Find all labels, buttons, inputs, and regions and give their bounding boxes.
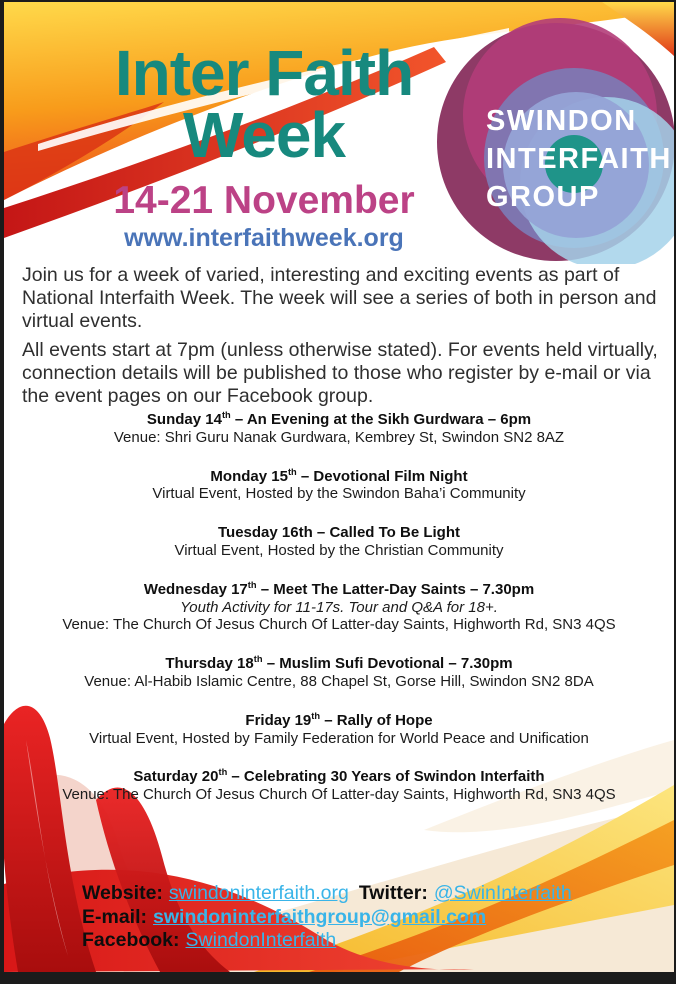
poster-dates: 14-21 November — [113, 179, 415, 222]
logo-text-line3: GROUP — [486, 181, 600, 213]
event-venue: Venue: The Church Of Jesus Church Of Latter-day Saints, Highworth Rd, SN3 4QS — [62, 786, 616, 804]
event-venue: Virtual Event, Hosted by Family Federation for World Peace and Unification — [89, 729, 589, 747]
poster-title-line1: Inter Faith — [114, 37, 414, 109]
event-block-tuesday — [4, 524, 674, 560]
facebook-link[interactable]: SwindonInterfaith — [185, 929, 337, 951]
event-venue: Virtual Event, Hosted by the Christian Community — [174, 541, 504, 559]
interfaithweek-url: www.interfaithweek.org — [124, 224, 404, 252]
event-venue: Venue: Shri Guru Nanak Gurdwara, Kembrey St, Swindon SN2 8AZ — [113, 428, 565, 446]
event-venue: Virtual Event, Hosted by the Swindon Baha’i Community — [152, 485, 526, 503]
website-link[interactable]: swindoninterfaith.org — [168, 882, 349, 904]
logo-text-line2: INTERFAITH — [486, 143, 672, 175]
contact-line-website-twitter — [82, 882, 572, 906]
event-block-thursday — [4, 655, 674, 691]
event-title: Thursday 18th – Muslim Sufi Devotional – 7.30pm — [165, 654, 513, 673]
event-block-sunday — [4, 411, 674, 447]
event-title: Wednesday 17th – Meet The Latter-Day Saints – 7.30pm — [143, 579, 535, 598]
email-label: E-mail: — [82, 905, 148, 928]
event-block-wednesday — [4, 581, 674, 634]
events-list — [4, 411, 674, 825]
poster-title-line2: Week — [182, 99, 346, 171]
event-title: Saturday 20th – Celebrating 30 Years of Swindon Interfaith — [133, 767, 545, 786]
twitter-link[interactable]: @SwinInterfaith — [433, 882, 572, 904]
email-link[interactable]: swindoninterfaithgroup@gmail.com — [153, 905, 487, 928]
event-block-saturday — [4, 768, 674, 804]
event-title: Monday 15th – Devotional Film Night — [210, 466, 468, 485]
event-venue: Venue: The Church Of Jesus Church Of Latter-day Saints, Highworth Rd, SN3 4QS — [62, 616, 616, 634]
contact-line-email — [82, 906, 572, 930]
facebook-label: Facebook: — [82, 929, 180, 951]
poster-header — [24, 37, 504, 252]
contact-block — [82, 882, 572, 953]
event-block-friday — [4, 712, 674, 748]
event-note: Youth Activity for 11-17s. Tour and Q&A for 18+. — [180, 598, 498, 616]
event-block-monday — [4, 468, 674, 504]
event-title: Friday 19th – Rally of Hope — [245, 710, 433, 729]
intro-paragraph-1: Join us for a week of varied, interesting and exciting events as part of National Interfaith Week. The week will see a series of both in person and virtual events. — [22, 264, 657, 332]
intro-paragraph-2: All events start at 7pm (unless otherwise stated). For events held virtually, connection details will be published to those who register by e-mail or via the event pages on our Facebook group. — [22, 339, 658, 407]
contact-line-facebook — [82, 929, 572, 953]
twitter-label: Twitter: — [358, 882, 428, 904]
website-label: Website: — [82, 882, 163, 904]
event-title: Tuesday 16th – Called To Be Light — [218, 524, 460, 542]
poster-page — [4, 2, 674, 972]
logo-text-line1: SWINDON — [486, 105, 637, 137]
event-venue: Venue: Al-Habib Islamic Centre, 88 Chapel St, Gorse Hill, Swindon SN2 8DA — [84, 672, 594, 690]
event-title: Sunday 14th – An Evening at the Sikh Gurdwara – 6pm — [146, 410, 532, 428]
